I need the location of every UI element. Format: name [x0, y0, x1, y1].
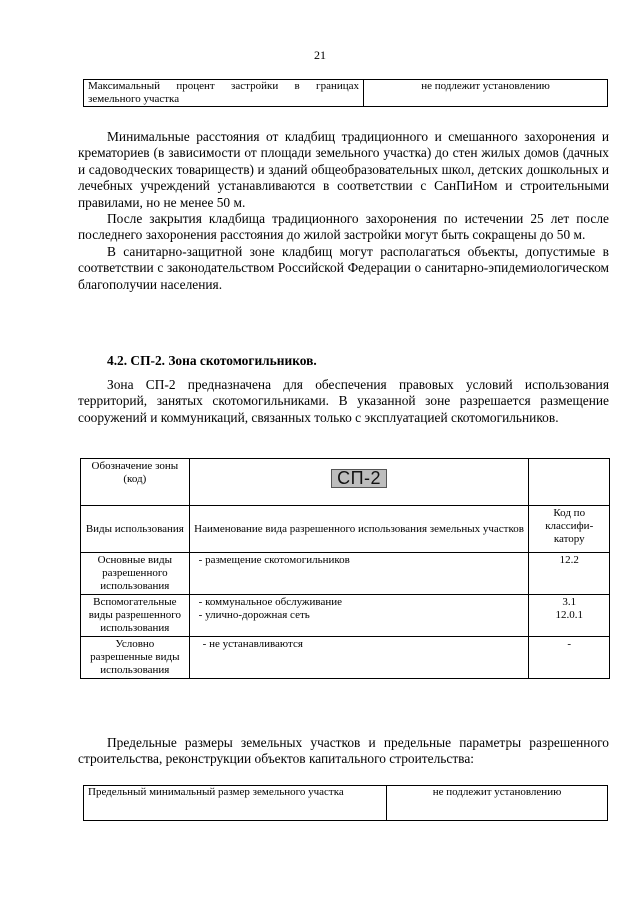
use-list: [189, 595, 529, 637]
page-number: 21: [314, 48, 326, 62]
zone-code-cell: [189, 459, 529, 506]
limits-text: [78, 735, 609, 768]
paragraph: После закрытия кладбища традиционного захоронения по истечении 25 лет после последнего захоронения расстояния до жилой застройки могут быть сокращены до 50 м.: [78, 211, 609, 243]
use-code: 12.0.1: [555, 609, 583, 621]
use-item: - не устанавливаются: [202, 638, 303, 650]
table-row: [81, 459, 610, 506]
table-row: [81, 553, 610, 595]
paragraph: В санитарно-защитной зоне кладбищ могут располагаться объекты, допустимые в соответствии с законодательством Российской Федерации о санитарно-эпидемиологическом благополучии населения.: [78, 243, 609, 292]
use-item: - размещение скотомогильников: [198, 554, 350, 566]
use-codes: [529, 553, 610, 595]
use-codes: [529, 637, 610, 679]
paragraph: Предельные размеры земельных участков и предельные параметры разрешенного строительства, реконструкции объектов капитального строительства:: [78, 735, 609, 767]
table-row: [81, 637, 610, 679]
zone-code-badge: СП-2: [331, 469, 387, 488]
use-codes: [529, 595, 610, 637]
table-row: [81, 595, 610, 637]
use-code: 3.1: [562, 596, 577, 608]
column-header-uses: Виды использования: [81, 506, 190, 553]
column-header-name: Наименование вида разрешенного использования земельных участков: [189, 506, 529, 553]
use-code: 12.2: [559, 554, 579, 566]
paragraph: Минимальные расстояния от кладбищ традиционного и смешанного захоронения и крематориев (в зависимости от площади земельного участка) до стен жилых домов (дачных и садоводческих товариществ) и зданий общеобразовательных школ, детских дошкольных и лечебных учреждений устанавливаются в соответствии с СанПиНом и строительными правилами, но не менее 50 м.: [78, 129, 609, 210]
use-category: Условно разрешенные виды использования: [81, 637, 190, 679]
column-header-code: Код по классифи-катору: [529, 506, 610, 553]
cemetery-distance-text: [78, 129, 609, 293]
use-item: - улично-дорожная сеть: [198, 609, 310, 621]
min-plot-size-value: не подлежит установлению: [387, 786, 608, 821]
max-built-percent-table: [83, 79, 608, 107]
paragraph: Зона СП-2 предназначена для обеспечения правовых условий использования территорий, занятых скотомогильниками. В указанной зоне разрешается размещение сооружений и коммуникаций, связанных только с эксплуатацией скотомогильников.: [78, 377, 609, 425]
table-header-row: [81, 506, 610, 553]
use-list: [189, 637, 529, 679]
use-list: [189, 553, 529, 595]
section-heading: 4.2. СП-2. Зона скотомогильников.: [107, 353, 317, 368]
empty-cell: [529, 459, 610, 506]
min-plot-size-table: [83, 785, 608, 821]
zone-uses-table: [80, 458, 610, 679]
max-built-percent-label: Максимальный процент застройки в границах земельного участка: [84, 80, 364, 107]
use-category: Основные виды разрешенного использования: [81, 553, 190, 595]
min-plot-size-label: Предельный минимальный размер земельного участка: [84, 786, 387, 821]
section-intro-text: [78, 377, 609, 426]
max-built-percent-value: не подлежит установлению: [364, 80, 608, 107]
use-item: - коммунальное обслуживание: [198, 596, 343, 608]
use-code: -: [567, 638, 572, 650]
zone-label: Обозначение зоны (код): [81, 459, 190, 506]
use-category: Вспомогательные виды разрешенного использования: [81, 595, 190, 637]
